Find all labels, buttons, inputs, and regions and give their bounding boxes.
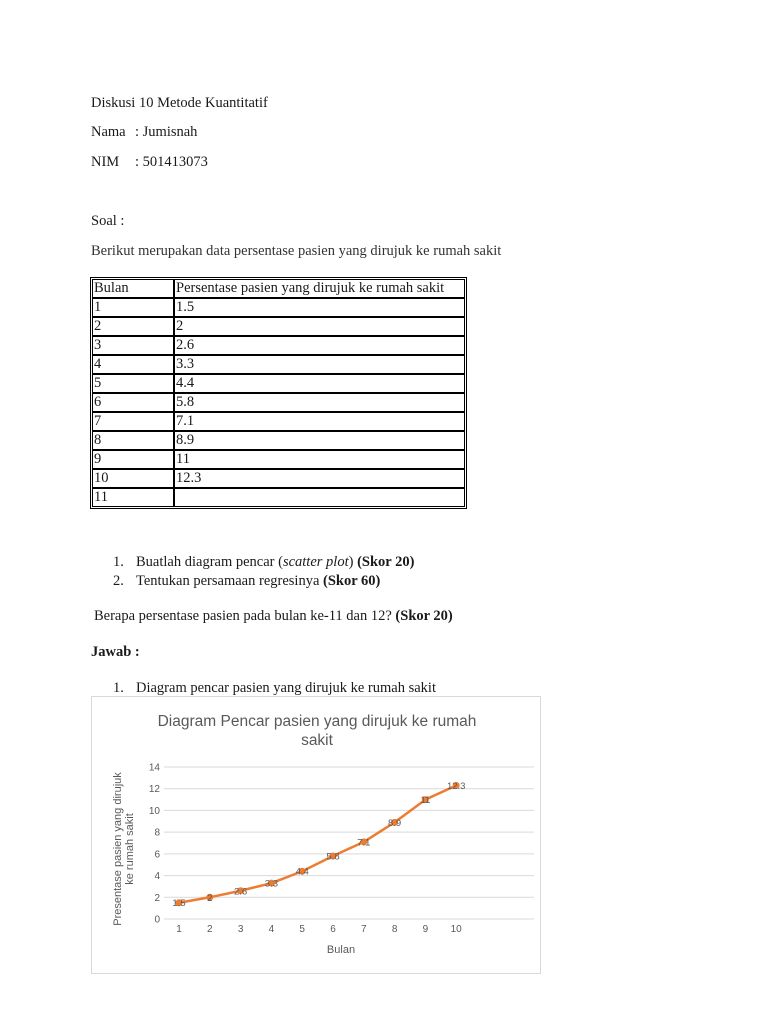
x-tick-label: 7: [361, 924, 367, 935]
table-cell-month: 5: [92, 374, 174, 393]
y-tick-label: 14: [148, 762, 160, 774]
table-cell-month: 7: [92, 412, 174, 431]
data-table: [90, 277, 467, 509]
x-axis-title: Bulan: [326, 944, 356, 956]
line-chart: [92, 697, 542, 975]
chart-title-line-2: sakit: [301, 732, 333, 749]
question-intro: Berikut merupakan data persentase pasien yang dirujuk ke rumah sakit: [91, 243, 502, 259]
table-cell-month: 3: [92, 336, 174, 355]
x-tick-label: 9: [422, 924, 429, 935]
table-cell-percentage: 8.9: [174, 431, 465, 450]
y-tick-label: 8: [154, 827, 160, 839]
table-row: [92, 355, 465, 374]
answer-number: 1.: [113, 680, 124, 696]
x-tick-label: 10: [450, 924, 462, 935]
name-row: [91, 123, 197, 141]
y-axis-title-line-2: ke rumah sakit: [124, 813, 136, 885]
table-cell-percentage: 5.8: [174, 393, 465, 412]
table-row: [92, 298, 465, 317]
y-axis-title: Presentase pasien yang dirujuk: [112, 772, 124, 926]
y-tick-label: 12: [148, 784, 160, 796]
table-row: [92, 336, 465, 355]
table-cell-month: 6: [92, 393, 174, 412]
data-label: 1.5: [172, 898, 186, 910]
task-score: (Skor 20): [357, 554, 415, 570]
table-cell-percentage: 12.3: [174, 469, 465, 488]
table-cell-percentage: 1.5: [174, 298, 465, 317]
data-label: 4.4: [295, 866, 309, 878]
x-tick-label: 2: [207, 924, 213, 935]
answer-label-text: Jawab :: [91, 644, 140, 660]
y-tick-label: 4: [154, 871, 160, 883]
table-cell-month: 9: [92, 450, 174, 469]
table-row: [92, 374, 465, 393]
task-item-1: [113, 553, 414, 571]
data-label: 2: [207, 892, 213, 904]
table-row: [92, 488, 465, 507]
task-score: (Skor 60): [323, 573, 381, 589]
table-cell-month: 1: [92, 298, 174, 317]
table-row: [92, 393, 465, 412]
task-item-2: [113, 572, 380, 590]
data-label: 5.8: [326, 851, 340, 863]
x-tick-label: 5: [299, 924, 305, 935]
name-label: Nama: [91, 124, 126, 140]
data-label: 3.3: [264, 878, 279, 890]
task-text-after: ): [348, 554, 358, 570]
data-label: 2.6: [233, 886, 248, 898]
followup-score: (Skor 20): [395, 608, 453, 624]
x-tick-label: 6: [330, 924, 336, 935]
table-cell-percentage: [174, 488, 465, 507]
task-number: 1.: [113, 554, 124, 570]
table-cell-percentage: 3.3: [174, 355, 465, 374]
data-label: 12.3: [446, 780, 466, 792]
y-tick-label: 0: [154, 914, 160, 926]
data-label: 8.9: [387, 817, 402, 829]
table-cell-percentage: 11: [174, 450, 465, 469]
table-cell-month: 11: [92, 488, 174, 507]
table-header-row: [92, 279, 465, 298]
table-cell-month: 8: [92, 431, 174, 450]
table-row: [92, 431, 465, 450]
table-row: [92, 450, 465, 469]
table-row: [92, 317, 465, 336]
y-tick-label: 10: [148, 805, 160, 817]
followup-text: Berapa persentase pasien pada bulan ke-11 dan 12?: [94, 608, 396, 624]
x-tick-label: 4: [268, 924, 275, 935]
data-label: 11: [420, 795, 431, 807]
task-italic-text: scatter plot: [282, 554, 349, 570]
followup-question: [94, 607, 453, 625]
series-line: [179, 785, 456, 902]
table-cell-percentage: 7.1: [174, 412, 465, 431]
chart-container: [91, 696, 541, 974]
table-row: [92, 412, 465, 431]
answer-item-1: [113, 679, 436, 697]
data-label: 7.1: [357, 837, 371, 849]
table-cell-percentage: 4.4: [174, 374, 465, 393]
task-number: 2.: [113, 573, 124, 589]
table-header-cell: Persentase pasien yang dirujuk ke rumah sakit: [174, 279, 465, 298]
table-cell-month: 4: [92, 355, 174, 374]
nim-row: [91, 153, 208, 171]
y-tick-label: 2: [154, 892, 160, 904]
x-tick-label: 3: [237, 924, 244, 935]
document-title: Diskusi 10 Metode Kuantitatif: [91, 95, 268, 111]
nim-label: NIM: [91, 154, 120, 170]
table-cell-month: 2: [92, 317, 174, 336]
task-text: Tentukan persamaan regresinya: [136, 573, 323, 589]
question-label: Soal :: [91, 213, 125, 229]
table-cell-percentage: 2.6: [174, 336, 465, 355]
name-value: : Jumisnah: [135, 124, 198, 140]
table-row: [92, 469, 465, 488]
answer-label: [91, 643, 140, 661]
answer-text: Diagram pencar pasien yang dirujuk ke rumah sakit: [136, 680, 436, 696]
table-cell-percentage: 2: [174, 317, 465, 336]
y-tick-label: 6: [154, 849, 160, 861]
table-header-cell: Bulan: [92, 279, 174, 298]
chart-title: Diagram Pencar pasien yang dirujuk ke rumah: [157, 713, 477, 730]
table-cell-month: 10: [92, 469, 174, 488]
task-text: Buatlah diagram pencar (: [136, 554, 283, 570]
nim-value: : 501413073: [135, 154, 208, 170]
x-tick-label: 1: [176, 924, 182, 935]
x-tick-label: 8: [391, 924, 398, 935]
